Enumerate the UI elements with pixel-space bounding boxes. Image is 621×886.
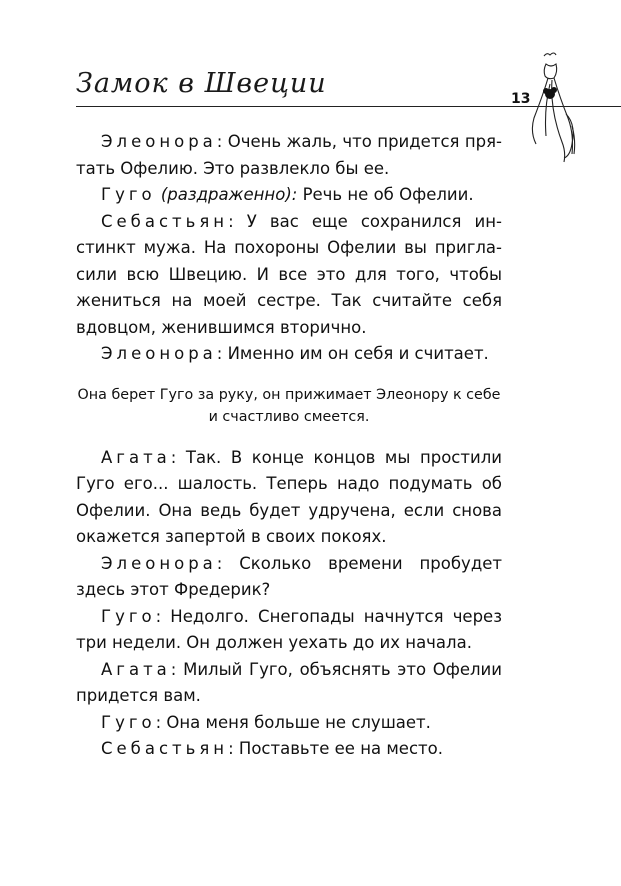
dialogue-line: Гуго: Недолго. Снегопады начнутся через три недели. Он должен уехать до их начала. <box>76 606 502 652</box>
speaker-name: Агата <box>101 659 171 679</box>
speaker-name: Гуго <box>101 185 156 204</box>
line-text: Сколько времени пробудет здесь этот Фредерик? <box>76 553 502 599</box>
line-text: Она меня больше не слушает. <box>166 712 431 732</box>
dialogue-line <box>76 182 502 209</box>
speaker-name: Элеонора <box>101 553 217 573</box>
line-text: Речь не об Офелии. <box>302 185 474 204</box>
dialogue-line: Себастьян: Поставьте ее на место. <box>101 739 443 758</box>
speaker-name: Себастьян <box>101 211 229 231</box>
line-text: У вас еще сохранился инстинкт мужа. На похороны Офелии вы пригласили всю Швецию. И все это для того, чтобы жениться на моей сестре. Так считайте себя вдовцом, женившимся вторично. <box>76 211 502 337</box>
line-text: Недолго. Снегопады начнутся через три недели. Он должен уехать до их начала. <box>76 606 502 652</box>
speaker-name: Элеонора <box>101 132 217 151</box>
line-text: Очень жаль, что придется прятать Офелию. Это развлекло бы ее. <box>76 132 502 178</box>
dialogue-line: Элеонора: Сколько времени пробудет здесь этот Фредерик? <box>76 553 502 599</box>
line-text: Так. В конце концов мы простили Гуго его... шалость. Теперь надо подумать об Офелии. Она ведь будет удручена, если снова окажется запертой в своих покоях. <box>76 447 502 546</box>
speaker-name: Гуго <box>101 712 156 732</box>
dialogue-line: Себастьян: У вас еще сохранился инстинкт мужа. На похороны Офелии вы пригласили всю Швецию. И все это для того, чтобы жениться на моей сестре. Так считайте себя вдовцом, женившимся вторично. <box>76 211 502 337</box>
speaker-name: Гуго <box>101 606 156 626</box>
line-text: Поставьте ее на место. <box>238 739 443 758</box>
dialogue-line: Агата: Так. В конце концов мы простили Гуго его... шалость. Теперь надо подумать об Офелии. Она ведь будет удручена, если снова окажется запертой в своих покоях. <box>76 447 502 546</box>
dialogue-line: Агата: Милый Гуго, объяснять это Офелии придется вам. <box>76 659 502 705</box>
page-number: 13 <box>511 91 531 107</box>
speaker-name: Агата <box>101 447 171 467</box>
line-direction: (раздраженно): <box>160 185 298 204</box>
dress-figure-icon <box>526 44 596 174</box>
line-text: Именно им он себя и считает. <box>227 344 489 363</box>
dialogue-line: Элеонора: Именно им он себя и считает. <box>101 344 489 363</box>
dialogue-line: Элеонора: Очень жаль, что придется прятать Офелию. Это развлекло бы ее. <box>76 132 502 178</box>
speaker-name: Себастьян <box>101 739 229 758</box>
running-title: Замок в Швеции <box>76 68 327 99</box>
speaker-name: Элеонора <box>101 344 217 363</box>
play-text <box>76 129 502 763</box>
line-text: Милый Гуго, объяснять это Офелии придется вам. <box>76 659 502 705</box>
dialogue-line: Гуго: Она меня больше не слушает. <box>101 712 431 732</box>
stage-direction: Она берет Гуго за руку, он прижимает Элеонору к себе и счастливо смеется. <box>77 386 501 425</box>
